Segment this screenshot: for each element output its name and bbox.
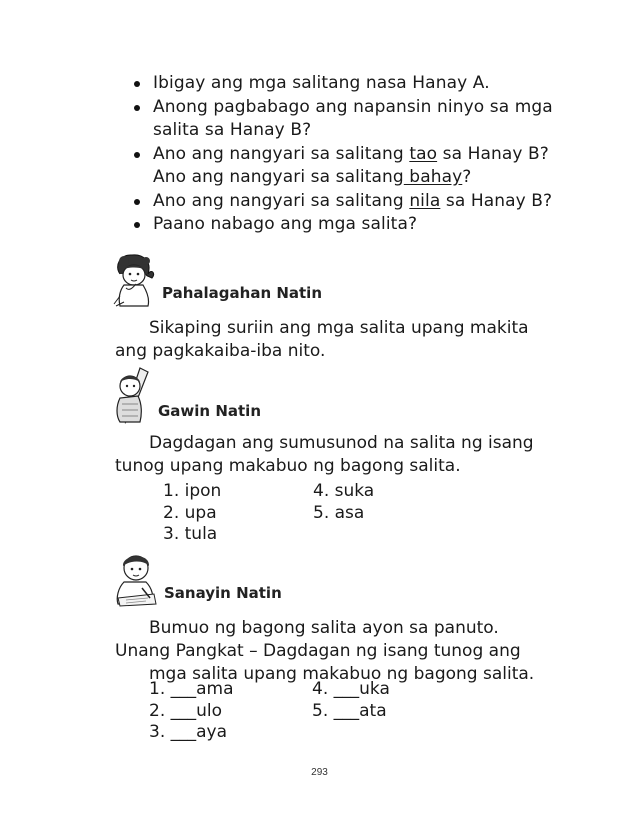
list-item: 3. tula — [163, 524, 218, 544]
page-number: 293 — [311, 767, 328, 778]
bullet-icon — [134, 105, 140, 111]
list-item — [130, 190, 600, 214]
word-list — [163, 481, 374, 546]
bullet-icon — [134, 81, 140, 87]
list-item: 1. ipon — [163, 481, 222, 501]
paragraph-line: tunog upang makabuo ng bagong salita. — [115, 456, 461, 476]
list-item — [130, 96, 600, 143]
question-text: Anong pagbabago ang napansin ninyo sa mga salita sa Hanay B? — [153, 96, 553, 140]
section-title: Pahalagahan Natin — [162, 284, 323, 302]
section3-paragraph — [115, 617, 585, 686]
list-item — [130, 213, 600, 237]
section-heading-sanayin — [112, 548, 282, 608]
list-item: 3. ___aya — [149, 722, 228, 742]
section1-paragraph — [115, 317, 555, 363]
exercise-list — [149, 679, 390, 744]
girl-thinking-icon — [112, 252, 158, 308]
list-item — [130, 143, 600, 190]
question-text: sa Hanay B? — [440, 190, 553, 211]
question-text: Ano ang nangyari sa salitang — [153, 190, 410, 211]
question-text: sa Hanay B? — [437, 143, 549, 164]
section2-paragraph — [115, 432, 555, 478]
paragraph-line: mga salita upang makabuo ng bagong salita. — [149, 664, 535, 684]
list-item: 1. ___ama — [149, 679, 234, 699]
list-item: 2. ___ulo — [149, 700, 223, 721]
list-row — [149, 679, 390, 701]
list-row — [163, 481, 374, 503]
question-text: Paano nabago ang mga salita? — [153, 214, 418, 234]
underlined-word: tao — [409, 143, 438, 164]
paragraph-line: Unang Pangkat – Dagdagan ng isang tunog ang — [115, 641, 521, 661]
paragraph-line: ang pagkakaiba-iba nito. — [115, 341, 326, 361]
section-heading-pahalagahan — [112, 252, 322, 308]
question-text: Ano ang nangyari sa salitang — [153, 167, 404, 187]
section-title: Gawin Natin — [158, 402, 262, 420]
list-row — [163, 524, 374, 546]
list-row — [149, 722, 390, 744]
list-item — [130, 72, 600, 96]
child-with-pencil-icon — [112, 366, 154, 426]
list-row — [163, 503, 374, 525]
section-title: Sanayin Natin — [164, 584, 282, 602]
paragraph-line: Sikaping suriin ang mga salita upang makita — [149, 318, 529, 338]
list-item: 5. asa — [313, 502, 365, 523]
list-item: 4. ___uka — [312, 679, 390, 699]
bullet-icon — [134, 222, 140, 228]
list-item: 2. upa — [163, 502, 217, 523]
list-item: 5. ___ata — [312, 700, 387, 721]
question-list — [130, 72, 600, 237]
bullet-icon — [134, 152, 140, 158]
section-heading-gawin — [112, 366, 261, 426]
list-item: 4. suka — [313, 481, 375, 501]
paragraph-line: Dagdagan ang sumusunod na salita ng isang — [149, 433, 534, 453]
underlined-word: nila — [409, 190, 441, 211]
question-text: Ano ang nangyari sa salitang — [153, 143, 410, 164]
list-row — [149, 701, 390, 723]
question-text: Ibigay ang mga salitang nasa Hanay A. — [153, 73, 490, 93]
bullet-icon — [134, 199, 140, 205]
boy-writing-icon — [112, 548, 160, 608]
question-text: ? — [462, 167, 472, 187]
underlined-word: bahay — [403, 167, 463, 187]
paragraph-line: Bumuo ng bagong salita ayon sa panuto. — [149, 618, 499, 638]
